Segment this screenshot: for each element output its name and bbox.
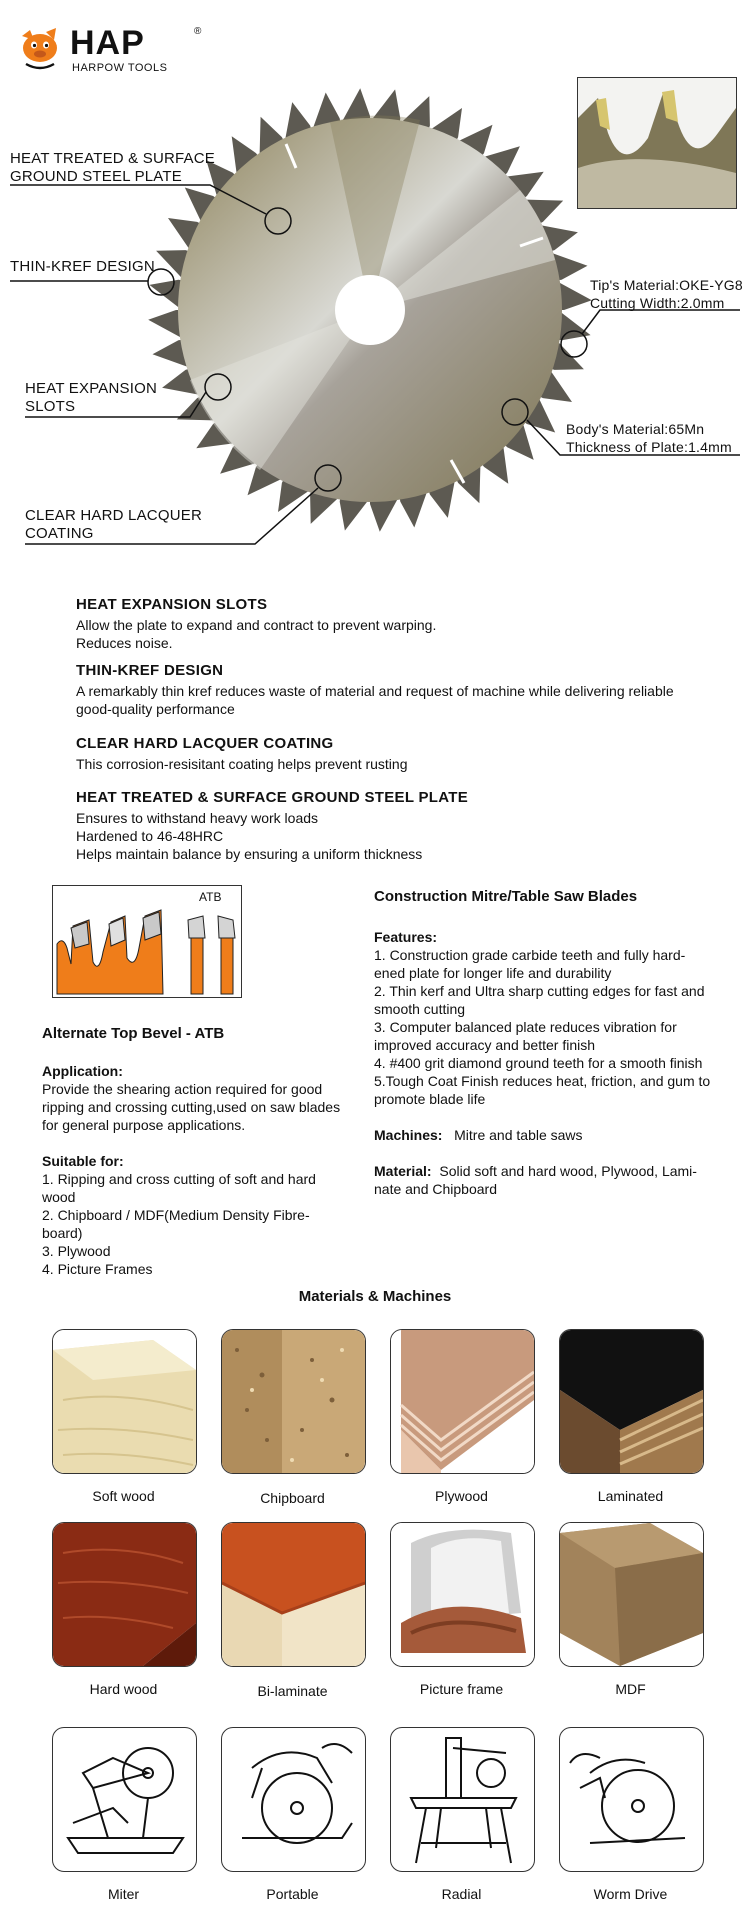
product-machines	[374, 1126, 744, 1144]
mdf-image	[560, 1523, 703, 1666]
feature-line: Ensures to withstand heavy work loads	[76, 810, 319, 826]
machine-label: Radial	[441, 1886, 482, 1902]
suitable-item: wood	[42, 1189, 76, 1205]
material-line: nate and Chipboard	[374, 1181, 497, 1197]
material-tile-chipboard	[221, 1329, 366, 1474]
material-label: Picture frame	[419, 1681, 504, 1697]
feature-line: Hardened to 46-48HRC	[76, 828, 224, 844]
feature-title: THIN-KREF DESIGN	[76, 662, 224, 679]
material-tile-laminated	[559, 1329, 704, 1474]
features-line: smooth cutting	[374, 1001, 466, 1017]
atb-application	[42, 1062, 372, 1134]
portable-saw-icon	[222, 1728, 365, 1871]
callout-thin-kref	[10, 258, 155, 276]
application-line: Provide the shearing action required for good	[42, 1081, 323, 1097]
teeth-closeup-inset	[577, 77, 737, 209]
callout-tip-material	[590, 276, 743, 312]
feature-lacquer	[76, 735, 736, 773]
machines-label: Machines:	[374, 1127, 443, 1143]
callout-line: COATING	[25, 525, 94, 542]
application-line: ripping and crossing cutting,used on saw blades	[42, 1099, 341, 1115]
features-line: 1. Construction grade carbide teeth and fully hard-	[374, 947, 686, 963]
atb-teeth-illustration	[53, 886, 241, 997]
machine-label: Miter	[107, 1886, 140, 1902]
atb-heading: Alternate Top Bevel - ATB	[42, 1025, 225, 1042]
material-label: Material:	[374, 1163, 432, 1179]
picture-frame-image	[391, 1523, 534, 1666]
features-line: improved accuracy and better finish	[374, 1037, 595, 1053]
callout-line: HEAT TREATED & SURFACE	[10, 150, 215, 167]
chipboard-image	[222, 1330, 365, 1473]
material-tile-picture-frame	[390, 1522, 535, 1667]
features-line: 4. #400 grit diamond ground teeth for a smooth finish	[374, 1055, 703, 1071]
product-material	[374, 1162, 744, 1198]
callout-line: Cutting Width:2.0mm	[590, 295, 725, 311]
materials-machines-title: Materials & Machines	[298, 1288, 452, 1305]
callout-line: HEAT EXPANSION	[25, 380, 157, 397]
callout-heat-expansion	[25, 380, 157, 416]
product-title: Construction Mitre/Table Saw Blades	[374, 888, 638, 905]
feature-line: A remarkably thin kref reduces waste of material and request of machine while delivering reliable	[76, 683, 674, 699]
machine-tile-portable	[221, 1727, 366, 1872]
material-label: MDF	[615, 1681, 646, 1697]
features-line: promote blade life	[374, 1091, 486, 1107]
callout-lacquer	[25, 507, 202, 543]
feature-line: Allow the plate to expand and contract to prevent warping.	[76, 617, 437, 633]
callout-line: Tip's Material:OKE-YG8	[590, 277, 743, 293]
teeth-closeup-image	[578, 78, 736, 208]
miter-saw-icon	[53, 1728, 196, 1871]
feature-line: This corrosion-resisitant coating helps prevent rusting	[76, 756, 408, 772]
features-line: 2. Thin kerf and Ultra sharp cutting edges for fast and	[374, 983, 705, 999]
suitable-item: 2. Chipboard / MDF(Medium Density Fibre-	[42, 1207, 310, 1223]
callout-line: CLEAR HARD LACQUER	[25, 507, 202, 524]
callout-line: Body's Material:65Mn	[566, 421, 705, 437]
material-label: Plywood	[435, 1488, 488, 1504]
material-label: Laminated	[597, 1488, 664, 1504]
feature-title: CLEAR HARD LACQUER COATING	[76, 735, 334, 752]
material-tile-plywood	[390, 1329, 535, 1474]
material-tile-bi-laminate	[221, 1522, 366, 1667]
material-label: Bi-laminate	[257, 1683, 328, 1699]
feature-thin-kref	[76, 662, 742, 718]
machine-tile-miter	[52, 1727, 197, 1872]
feature-title: HEAT TREATED & SURFACE GROUND STEEL PLATE	[76, 789, 469, 806]
suitable-item: 1. Ripping and cross cutting of soft and hard	[42, 1171, 316, 1187]
brand-name: HAP	[70, 24, 145, 62]
material-line: Solid soft and hard wood, Plywood, Lami-	[439, 1163, 697, 1179]
feature-line: Helps maintain balance by ensuring a uniform thickness	[76, 846, 423, 862]
suitable-item: 3. Plywood	[42, 1243, 111, 1259]
suitable-label: Suitable for:	[42, 1153, 124, 1169]
callout-body-material	[566, 420, 732, 456]
laminated-image	[560, 1330, 703, 1473]
radial-saw-icon	[391, 1728, 534, 1871]
application-label: Application:	[42, 1063, 123, 1079]
feature-title: HEAT EXPANSION SLOTS	[76, 596, 268, 613]
machine-tile-worm-drive	[559, 1727, 704, 1872]
callout-line: THIN-KREF DESIGN	[10, 258, 155, 275]
material-tile-mdf	[559, 1522, 704, 1667]
features-line: ened plate for longer life and durability	[374, 965, 612, 981]
callout-heat-treated	[10, 150, 215, 186]
machine-label: Worm Drive	[593, 1886, 668, 1902]
feature-heat-expansion	[76, 596, 736, 652]
callout-line: SLOTS	[25, 398, 76, 415]
registered-mark: ®	[194, 26, 202, 37]
atb-diagram	[52, 885, 242, 998]
material-label: Chipboard	[260, 1490, 325, 1506]
feature-line: Reduces noise.	[76, 635, 173, 651]
application-line: for general purpose applications.	[42, 1117, 246, 1133]
material-tile-hard-wood	[52, 1522, 197, 1667]
bi-laminate-image	[222, 1523, 365, 1666]
features-label: Features:	[374, 929, 438, 945]
worm-drive-saw-icon	[560, 1728, 703, 1871]
feature-heat-treated	[76, 789, 736, 863]
material-tile-soft-wood	[52, 1329, 197, 1474]
product-features	[374, 928, 744, 1108]
feature-line: good-quality performance	[76, 701, 235, 717]
callout-line: Thickness of Plate:1.4mm	[566, 439, 732, 455]
hard-wood-image	[53, 1523, 196, 1666]
plywood-image	[391, 1330, 534, 1473]
material-label: Hard wood	[89, 1681, 158, 1697]
machines-value: Mitre and table saws	[454, 1127, 583, 1143]
soft-wood-image	[53, 1330, 196, 1473]
features-line: 3. Computer balanced plate reduces vibration for	[374, 1019, 677, 1035]
brand-tagline: HARPOW TOOLS	[72, 62, 168, 74]
atb-suitable-for	[42, 1152, 372, 1278]
atb-diagram-label: ATB	[199, 890, 222, 904]
suitable-item: board)	[42, 1225, 83, 1241]
features-line: 5.Tough Coat Finish reduces heat, friction, and gum to	[374, 1073, 711, 1089]
suitable-item: 4. Picture Frames	[42, 1261, 153, 1277]
machine-label: Portable	[266, 1886, 319, 1902]
callout-line: GROUND STEEL PLATE	[10, 168, 182, 185]
material-label: Soft wood	[92, 1488, 155, 1504]
machine-tile-radial	[390, 1727, 535, 1872]
